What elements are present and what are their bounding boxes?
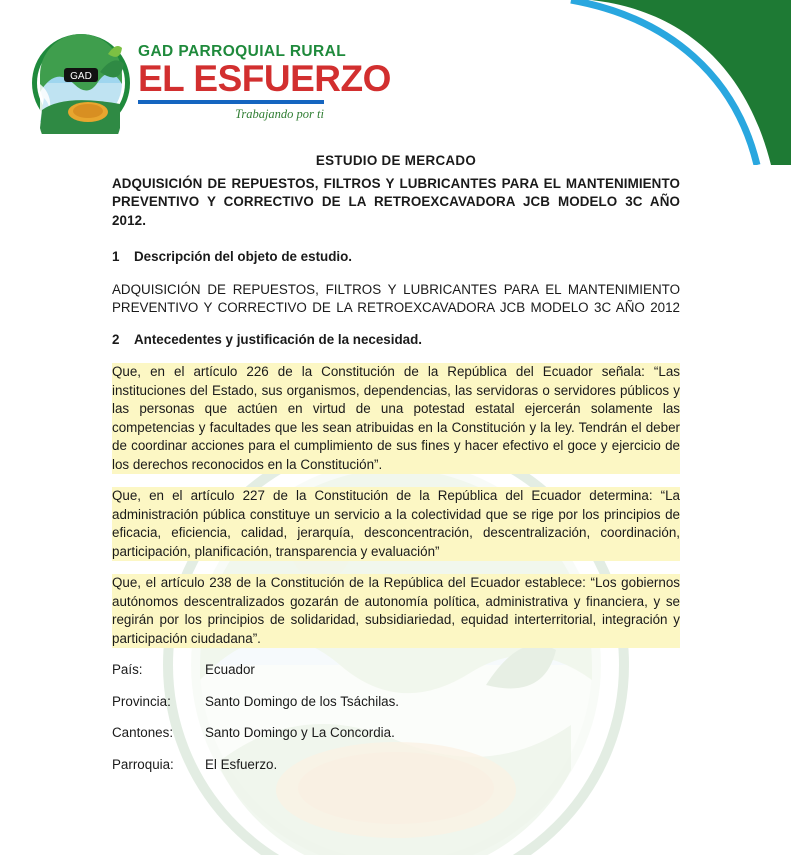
location-label-parroquia: Parroquia: [112, 756, 174, 772]
location-label-cantones: Cantones: [112, 725, 174, 740]
document-type: ESTUDIO DE MERCADO [315, 153, 477, 168]
location-label-pais: País: [112, 662, 143, 677]
gad-logo-icon [30, 32, 132, 134]
institution-header [30, 28, 391, 138]
section-1-title: Descripción del objeto de estudio. [134, 249, 353, 264]
section-2-title: Antecedentes y justificación de la necesidad. [134, 331, 422, 347]
section-1-body: ADQUISICIÓN DE REPUESTOS, FILTROS Y LUBRICANTES PARA EL MANTENIMIENTO PREVENTIVO Y CORRECTIVO DE LA RETROEXCAVADORA JCB MODELO 3C AÑO 2012 [112, 281, 680, 315]
location-value-cantones: Santo Domingo y La Concordia. [205, 725, 395, 740]
location-value-parroquia: El Esfuerzo. [205, 756, 278, 772]
section-2-paragraph-2: Que, en el artículo 227 de la Constitución de la República del Ecuador determina: “La administración pública constituye un servicio a la colectividad que se rige por los principios de eficacia, eficiencia, calidad, jerarquía, desconcentración, descentralización, coordinación, participación, planificación, transparencia y evaluación” [112, 487, 680, 561]
svg-text:GAD: GAD [70, 71, 92, 82]
location-row-cantones [112, 724, 680, 743]
location-value-provincia: Santo Domingo de los Tsáchilas. [205, 693, 400, 709]
document-body [112, 152, 680, 787]
section-2-number: 2 [112, 331, 120, 347]
corner-decoration-icon [531, 0, 791, 165]
org-name-line1: GAD PARROQUIAL RURAL [138, 42, 347, 60]
section-2-paragraph-1: Que, en el artículo 226 de la Constitución de la República del Ecuador señala: “Las instituciones del Estado, sus organismos, dependencias, las servidoras o servidores públicos y las personas que actúen en virtud de una potestad estatal ejercerán solamente las competencias y facultades que les sean atribuidas en la Constitución y la ley. Tendrán el deber de coordinar acciones para el cumplimiento de sus fines y hacer efectivo el goce y ejercicio de los derechos reconocidos en la Constitución”. [112, 363, 680, 474]
section-1-heading [112, 248, 680, 267]
logo-divider [138, 100, 324, 104]
document-title: ADQUISICIÓN DE REPUESTOS, FILTROS Y LUBRICANTES PARA EL MANTENIMIENTO PREVENTIVO Y CORRECTIVO DE LA RETROEXCAVADORA JCB MODELO 3C AÑO 2012. [112, 175, 680, 228]
section-2-heading [112, 331, 680, 350]
org-slogan: Trabajando por ti [235, 107, 324, 122]
location-label-provincia: Provincia: [112, 693, 171, 709]
section-2-paragraph-3: Que, el artículo 238 de la Constitución de la República del Ecuador establece: “Los gobiernos autónomos descentralizados gozarán de autonomía política, administrativa y financiera, y se regirán por los principios de solidaridad, subsidiariedad, equidad interterritorial, integración y participación ciudadana”. [112, 574, 680, 648]
org-name-line2: EL ESFUERZO [138, 58, 391, 100]
location-value-pais: Ecuador [205, 662, 255, 677]
section-1-number: 1 [112, 249, 120, 264]
location-row-parroquia [112, 756, 680, 775]
location-row-pais [112, 661, 680, 680]
location-row-provincia [112, 693, 680, 712]
